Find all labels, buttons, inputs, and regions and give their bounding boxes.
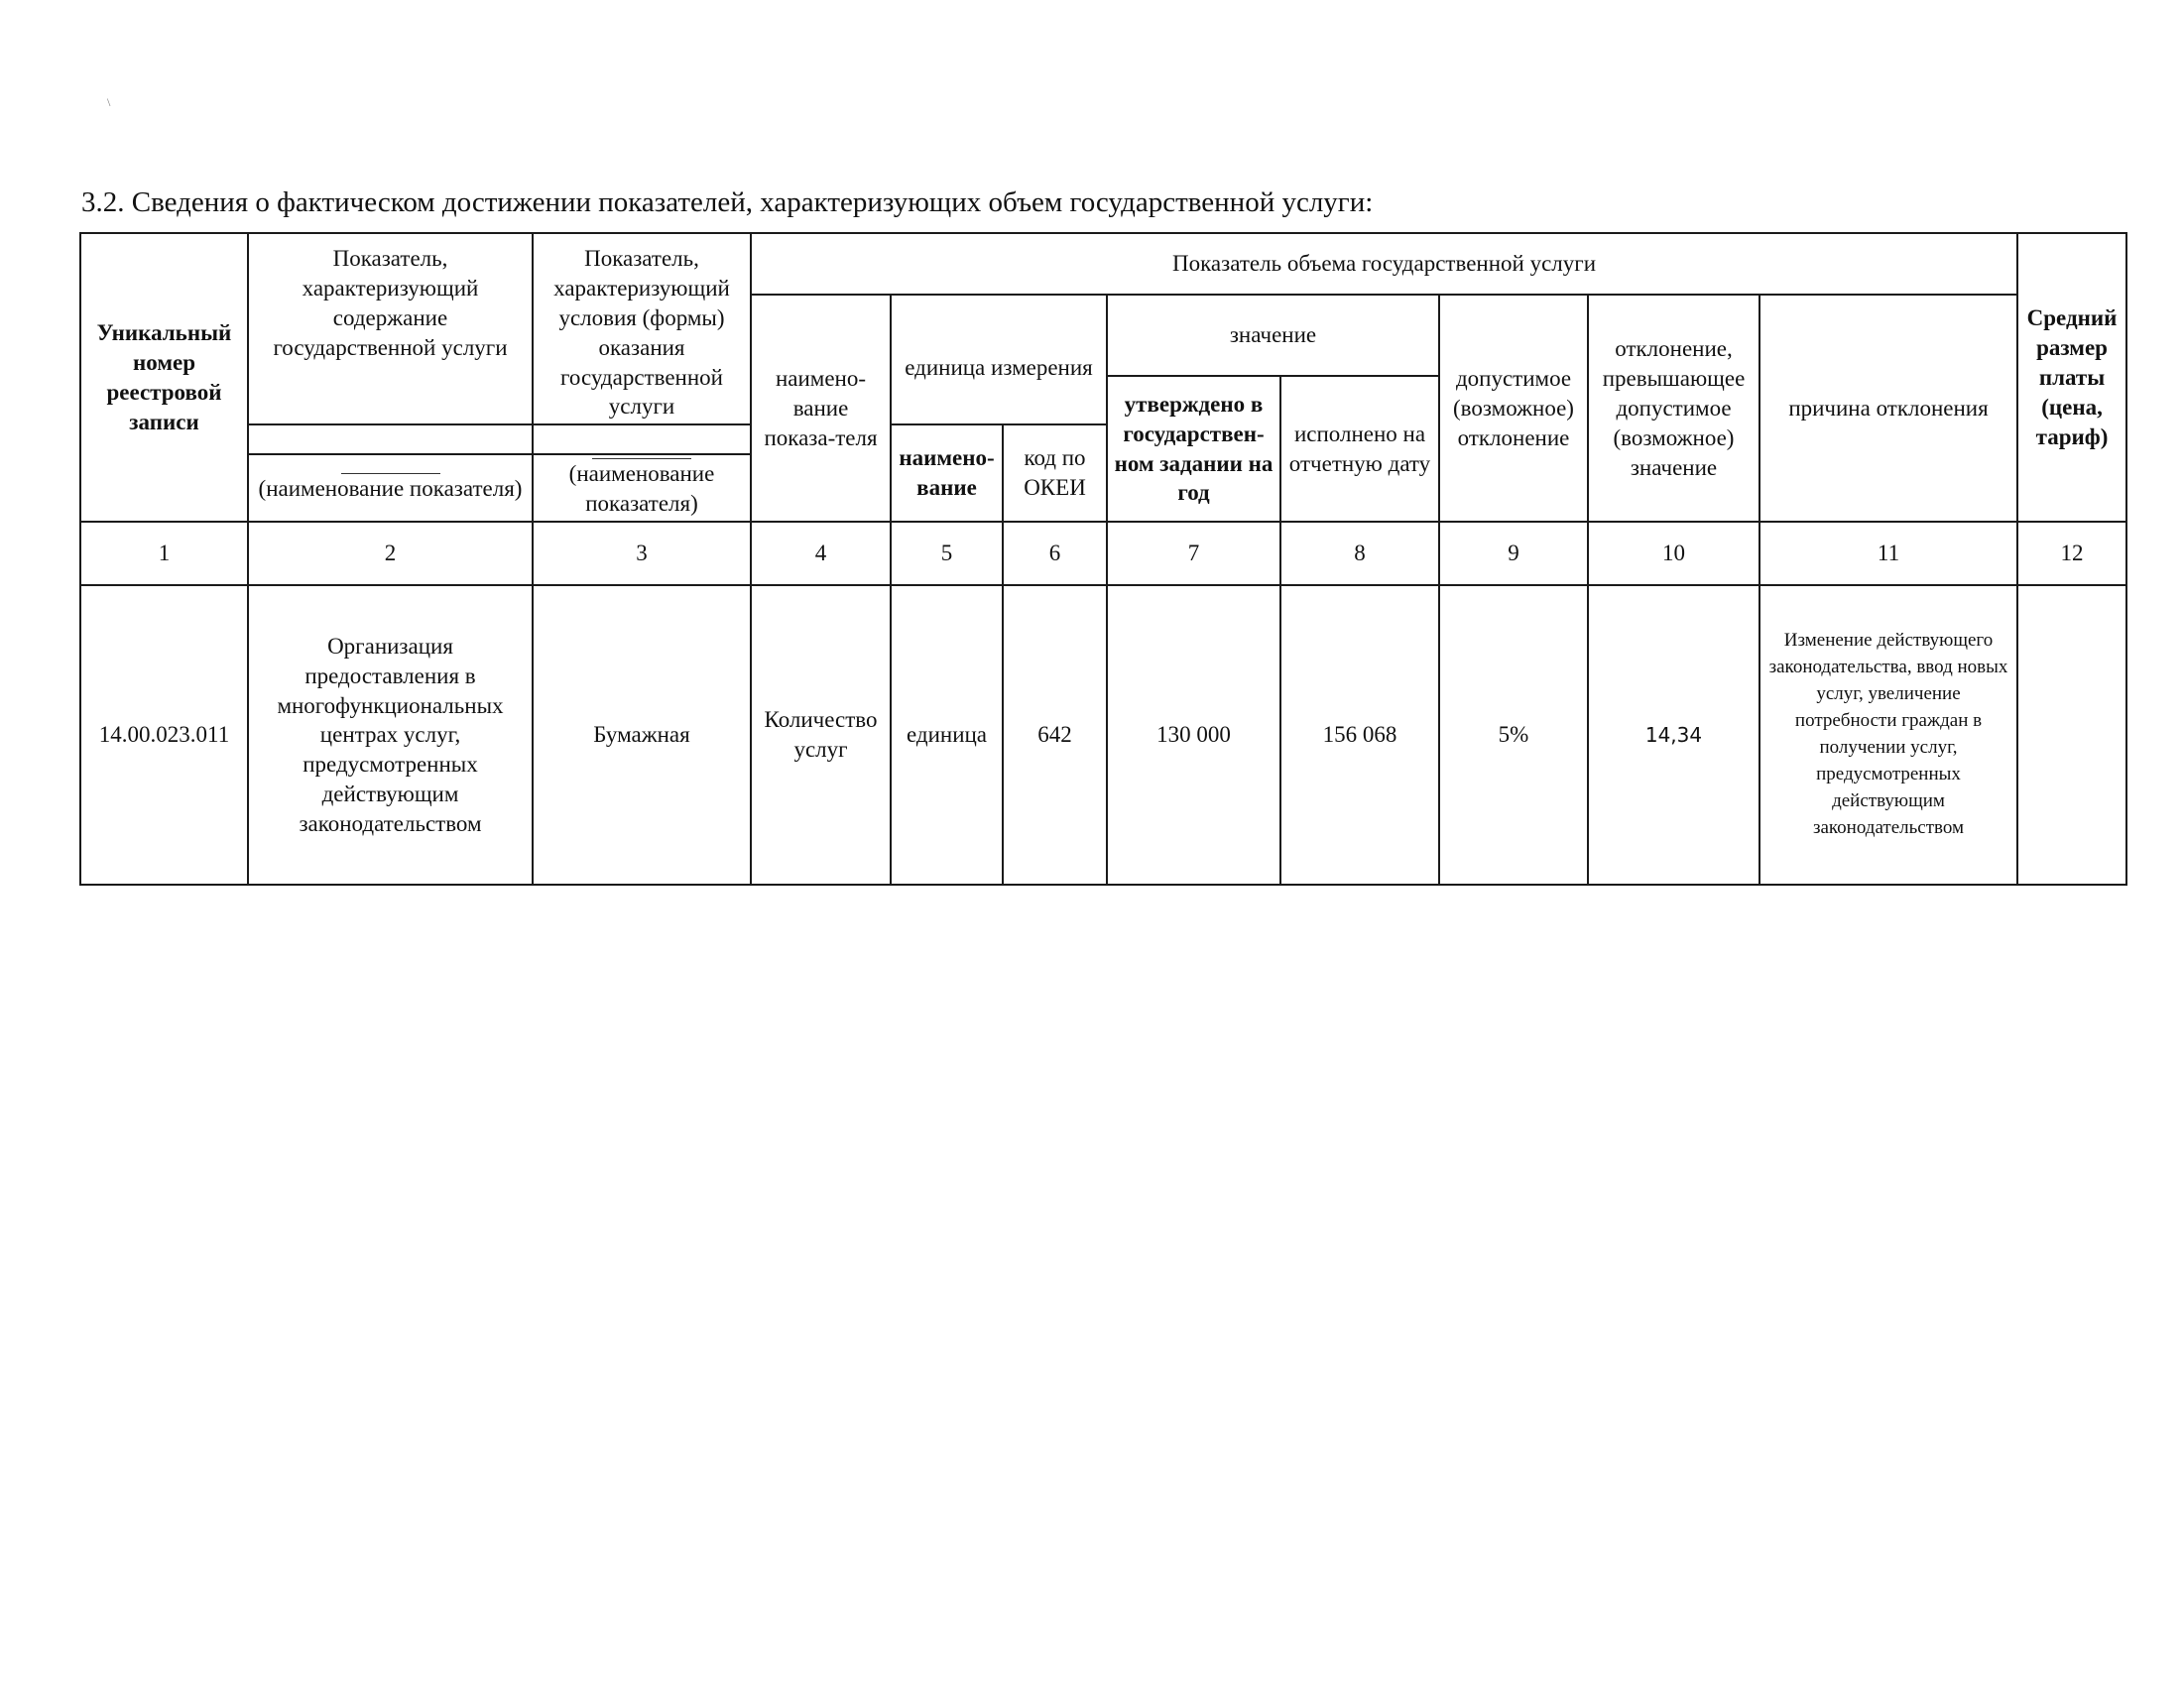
column-number: 1: [80, 522, 248, 585]
header-volume-group-label: Показатель объема государственной услуги: [1172, 251, 1597, 277]
cell-content-indicator: Организация предоставления в многофункциональных центрах услуг, предусмотренных действующим законодательством: [248, 585, 533, 885]
column-number: 7: [1107, 522, 1280, 585]
header-content-indicator-label: Показатель, характеризующий содержание государственной услуги: [273, 246, 508, 360]
column-number: 12: [2017, 522, 2126, 585]
column-number: 8: [1280, 522, 1439, 585]
header-content-indicator: [248, 233, 533, 424]
underline-mark: [592, 458, 691, 459]
cell-allowed-deviation: 5%: [1439, 585, 1588, 885]
cell-okei-code: 642: [1003, 585, 1107, 885]
section-heading: 3.2. Сведения о фактическом достижении показателей, характеризующих объем государственной услуги:: [81, 186, 1374, 218]
header-indicator-name-label: наимено-вание показа-теля: [764, 365, 878, 450]
underline-mark: [341, 473, 440, 474]
column-number-row: [80, 522, 2126, 585]
header-conditions-sub: [533, 454, 751, 522]
header-okei-code-label: код по ОКЕИ: [1024, 445, 1086, 501]
header-conditions-indicator-label: Показатель, характеризующий условия (формы) оказания государственной услуги: [553, 246, 730, 420]
header-registry-number: [80, 233, 248, 522]
header-unit-group-label: единица измерения: [905, 355, 1093, 380]
header-allowed-deviation: [1439, 295, 1588, 522]
header-content-sub-label: (наименование показателя): [258, 475, 523, 501]
service-volume-table: [79, 232, 2127, 886]
header-allowed-deviation-label: допустимое (возможное) отклонение: [1453, 365, 1574, 450]
header-actual-value-label: исполнено на отчетную дату: [1288, 421, 1431, 476]
header-average-fee-label: Средний размер платы (цена, тариф): [2026, 304, 2118, 449]
header-row-1: [80, 233, 2126, 295]
header-conditions-sub-label: (наименование показателя): [568, 460, 715, 516]
column-number: 10: [1588, 522, 1759, 585]
cell-deviation-reason: Изменение действующего законодательства, ввод новых услуг, увеличение потребности граждан в получении услуг, предусмотренных действующим законодательством: [1759, 585, 2017, 885]
cell-unit-name: единица: [891, 585, 1003, 885]
column-number: 4: [751, 522, 891, 585]
cell-excess-deviation: 14,34: [1588, 585, 1759, 885]
header-average-fee: [2017, 233, 2126, 522]
cell-approved-value: 130 000: [1107, 585, 1280, 885]
cell-conditions-indicator: Бумажная: [533, 585, 751, 885]
header-okei-code: [1003, 424, 1107, 522]
header-unit-name-label: наимено-вание: [899, 445, 995, 501]
column-number: 6: [1003, 522, 1107, 585]
header-approved-value-label: утверждено в государствен-ном задании на год: [1114, 391, 1274, 506]
column-number: 11: [1759, 522, 2017, 585]
header-content-sub: [248, 454, 533, 522]
header-value-group-label: значение: [1229, 321, 1317, 347]
table-row: [80, 585, 2126, 885]
header-indicator-name: [751, 295, 891, 522]
header-conditions-blank: [533, 424, 751, 454]
header-volume-group: [751, 233, 2017, 295]
cell-average-fee: [2017, 585, 2126, 885]
header-conditions-indicator: [533, 233, 751, 424]
header-content-blank: [248, 424, 533, 454]
column-number: 3: [533, 522, 751, 585]
header-excess-deviation-label: отклонение, превышающее допустимое (возможное) значение: [1602, 335, 1746, 480]
header-registry-number-label: Уникальный номер реестровой записи: [96, 319, 232, 434]
header-unit-name: [891, 424, 1003, 522]
header-excess-deviation: [1588, 295, 1759, 522]
cell-registry-number: 14.00.023.011: [80, 585, 248, 885]
column-number: 9: [1439, 522, 1588, 585]
header-deviation-reason: [1759, 295, 2017, 522]
column-number: 5: [891, 522, 1003, 585]
header-unit-group: [891, 295, 1107, 424]
column-number: 2: [248, 522, 533, 585]
stray-mark: \: [107, 95, 111, 109]
cell-actual-value: 156 068: [1280, 585, 1439, 885]
header-actual-value: [1280, 376, 1439, 523]
header-value-group: [1107, 295, 1439, 376]
header-deviation-reason-label: причина отклонения: [1788, 395, 1989, 421]
cell-indicator-name: Количество услуг: [751, 585, 891, 885]
header-approved-value: [1107, 376, 1280, 523]
